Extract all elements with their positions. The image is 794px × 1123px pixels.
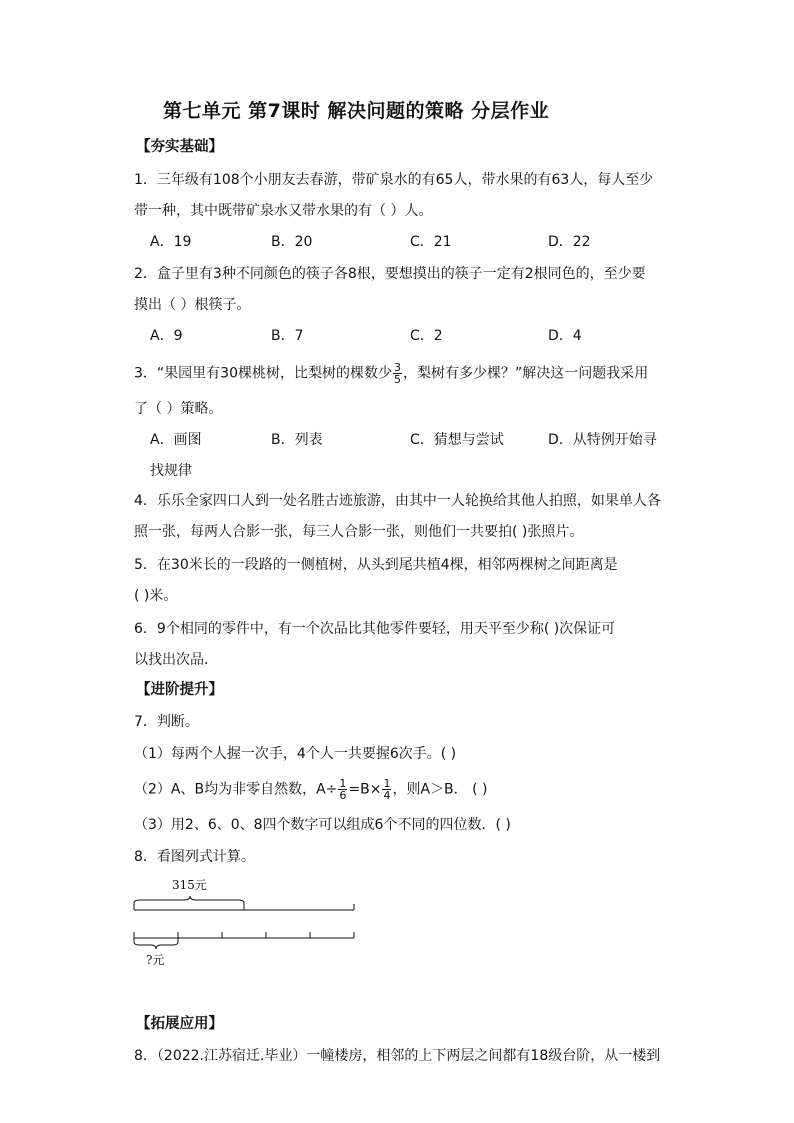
q8-stem: 8．看图列式计算。 xyxy=(134,849,255,865)
q5-line2: ( )米。 xyxy=(134,588,178,604)
q2-line1: 2．盒子里有3种不同颜色的筷子各8根，要想摸出的筷子一定有2根同色的，至少要 xyxy=(134,266,646,282)
q3-line2: 了（ ）策略。 xyxy=(134,401,223,417)
q3-option-b: B．列表 xyxy=(271,432,323,448)
brace-unknown xyxy=(134,938,178,949)
q2-option-b: B．7 xyxy=(271,328,304,344)
q6-line2: 以找出次品． xyxy=(134,652,218,668)
q1-option-b: B．20 xyxy=(271,234,313,250)
q7-item2: （2）A、B均为非零自然数，A÷ $\frac{1}{6}$ =B× $\frac{1}{4}$ ，则A＞B． ( ) xyxy=(134,777,488,802)
q4-line1: 4．乐乐全家四口人到一处名胜古迹旅游，由其中一人轮换给其他人拍照，如果单人各 xyxy=(134,493,661,509)
label-total: 315元 xyxy=(172,878,207,892)
q5-line1: 5．在30米长的一段路的一侧植树，从头到尾共植4棵，相邻两棵树之间距离是 xyxy=(134,557,618,573)
q1-line1: 1．三年级有108个小朋友去春游，带矿泉水的有65人，带水果的有63人，每人至少 xyxy=(134,172,654,188)
section-advanced: 【进阶提升】 xyxy=(136,682,223,698)
q2-option-d: D．4 xyxy=(548,328,582,344)
q3-line1 xyxy=(134,362,648,385)
q3-line1-part1: 3．“果园里有30棵桃树，比梨树的棵数少 xyxy=(134,365,392,382)
q7-fraction-1-4: $\frac{1}{4}$ xyxy=(383,777,391,802)
q3-line1-part2: ，梨树有多少棵？”解决这一问题我采用 xyxy=(402,365,649,382)
label-unknown: ?元 xyxy=(146,953,165,967)
q1-option-d: D．22 xyxy=(548,234,591,250)
q2-line2: 摸出（ ）根筷子。 xyxy=(134,297,251,313)
q4-line2: 照一张，每两人合影一张，每三人合影一张，则他们一共要拍( )张照片。 xyxy=(134,524,584,540)
q1-option-a: A．19 xyxy=(150,234,192,250)
section-basic: 【夯实基础】 xyxy=(136,139,223,155)
q7-stem: 7．判断。 xyxy=(134,714,199,730)
q2-option-a: A．9 xyxy=(150,328,183,344)
q3-option-d: D．从特例开始寻 xyxy=(548,432,657,448)
q3-fraction: $\frac{3}{5}$ xyxy=(393,361,401,386)
q7-fraction-1-6: $\frac{1}{6}$ xyxy=(339,777,347,802)
q3-option-c: C．猜想与尝试 xyxy=(410,432,504,448)
section-extended: 【拓展应用】 xyxy=(136,1016,223,1032)
q1-line2: 带一种，其中既带矿泉水又带水果的有（ ）人。 xyxy=(134,203,433,219)
q9-line1: 8．（2022.江苏宿迁.毕业）一幢楼房，相邻的上下两层之间都有18级台阶，从一楼到 xyxy=(134,1048,661,1064)
q1-option-c: C．21 xyxy=(410,234,452,250)
q3-option-d-cont: 找规律 xyxy=(150,463,192,479)
q7-item1: （1）每两个人握一次手，4个人一共要握6次手。( ) xyxy=(134,746,457,762)
q7-item3: （3）用2、6、0、8四个数字可以组成6个不同的四位数．( ) xyxy=(134,817,511,833)
segment-diagram xyxy=(128,872,368,972)
q3-option-a: A．画图 xyxy=(150,432,202,448)
page-title: 第七单元 第7课时 解决问题的策略 分层作业 xyxy=(163,100,550,122)
q6-line1: 6．9个相同的零件中，有一个次品比其他零件要轻，用天平至少称( )次保证可 xyxy=(134,621,616,637)
q2-option-c: C．2 xyxy=(410,328,443,344)
brace-total xyxy=(134,896,244,910)
